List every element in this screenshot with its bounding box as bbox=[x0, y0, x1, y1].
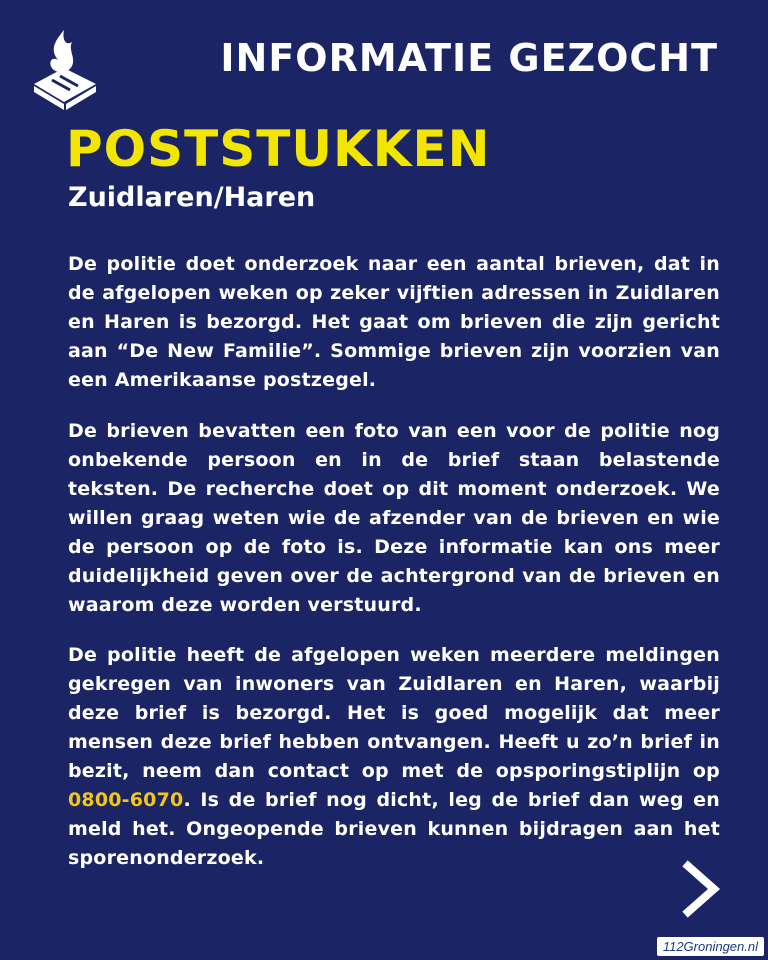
chevron-right-icon[interactable] bbox=[680, 860, 722, 918]
watermark-badge: 112Groningen.nl bbox=[657, 937, 764, 956]
headline: POSTSTUKKEN bbox=[66, 120, 491, 178]
hotline-number[interactable]: 0800-6070 bbox=[68, 789, 184, 811]
paragraph-3 bbox=[68, 641, 720, 873]
paragraph-2: De brieven bevatten een foto van een voor de politie nog onbekende persoon en in de brief staan belastende teksten. De recherche doet op dit moment onderzoek. We willen graag weten wie de afzender van de brieven en wie de persoon op de foto is. Deze informatie kan ons meer duidelijkheid geven over de achtergrond van de brieven en waarom deze worden verstuurd. bbox=[68, 420, 720, 616]
location-subtitle: Zuidlaren/Haren bbox=[68, 182, 316, 213]
paragraph-1: De politie doet onderzoek naar een aantal brieven, dat in de afgelopen weken op zeker vijftien adressen in Zuidlaren en Haren is bezorgd. Het gaat om brieven die zijn gericht aan “De New Familie”. Sommige brieven zijn voorzien van een Amerikaanse postzegel. bbox=[68, 253, 720, 391]
paragraph-3-intro: De politie heeft de afgelopen weken meerdere meldingen gekregen van inwoners van Zuidlaren en Haren, waarbij deze brief is bezorgd. Het is goed mogelijk dat meer mensen deze brief hebben ontvangen. Heeft u zo’n brief in bezit, neem dan contact op met de opsporingstiplijn op bbox=[68, 644, 720, 782]
police-logo-icon bbox=[30, 28, 100, 110]
page-header-title: INFORMATIE GEZOCHT bbox=[220, 36, 718, 80]
paragraph-3-outro: . Is de brief nog dicht, leg de brief dan weg en meld het. Ongeopende brieven kunnen bijdragen aan het sporenonderzoek. bbox=[68, 789, 720, 869]
